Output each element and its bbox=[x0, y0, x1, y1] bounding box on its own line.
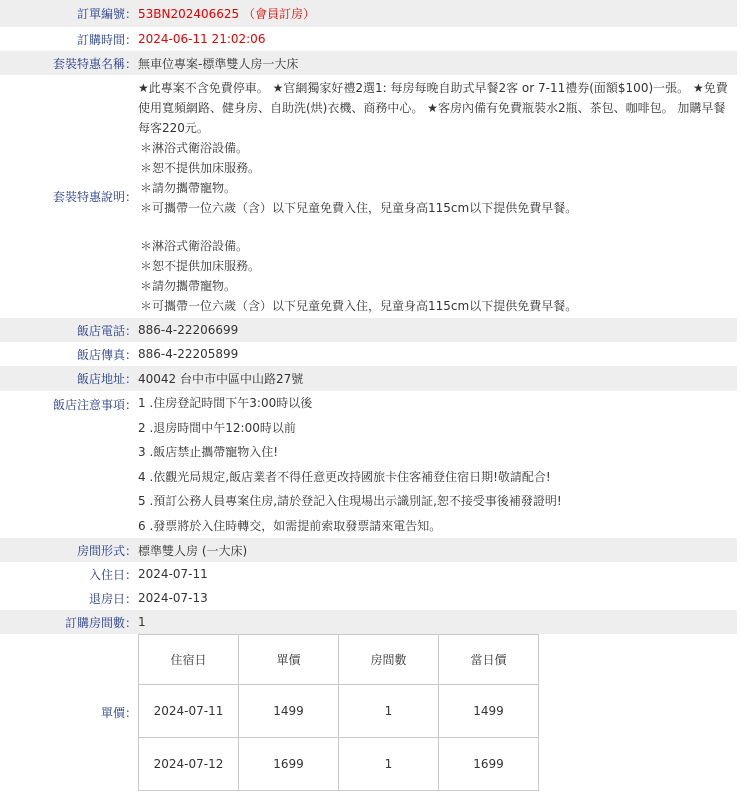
checkin-label: 入住日： bbox=[88, 567, 137, 582]
hotel-phone-row bbox=[0, 318, 737, 342]
plan-name-label: 套裝特惠名稱： bbox=[0, 51, 138, 75]
hotel-notice: 3 .飯店禁止攜帶寵物入住! bbox=[138, 445, 279, 459]
plan-note: ＊淋浴式衛浴設備。 bbox=[140, 141, 249, 155]
price-col-header-date: 住宿日 bbox=[139, 635, 239, 685]
plan-note: ＊恕不提供加床服務。 bbox=[140, 259, 261, 273]
plan-desc-label: 套裝特惠說明： bbox=[52, 190, 137, 204]
table-row bbox=[139, 738, 539, 791]
order-time-value: 2024-06-11 21:02:06 bbox=[138, 32, 266, 46]
hotel-notice: 4 .依觀光局規定,飯店業者不得任意更改持國旅卡住客補登住宿日期!敬請配合! bbox=[138, 469, 551, 484]
order-time-row bbox=[0, 27, 737, 51]
hotel-address-label: 飯店地址： bbox=[0, 366, 138, 391]
hotel-phone-label: 飯店電話： bbox=[0, 318, 138, 342]
hotel-notice: 2 .退房時間中午12:00時以前 bbox=[138, 420, 296, 435]
hotel-address-value: 40042 台中市中區中山路27號 bbox=[138, 366, 737, 391]
unit-price-cell: 1699 bbox=[239, 738, 339, 791]
price-table-header bbox=[139, 635, 539, 685]
room-type-value: 標準雙人房 (一大床) bbox=[138, 538, 737, 562]
table-row bbox=[139, 685, 539, 738]
hotel-notices-row bbox=[0, 391, 737, 538]
hotel-notices-label: 飯店注意事項： bbox=[52, 398, 137, 412]
price-col-header-daily-total: 當日價 bbox=[439, 635, 539, 685]
plan-note: ＊淋浴式衛浴設備。 bbox=[140, 239, 249, 253]
unit-price-cell: 1499 bbox=[239, 685, 339, 738]
checkin-row bbox=[0, 562, 737, 586]
plan-name-row bbox=[0, 51, 737, 75]
price-col-header-unit-price: 單價 bbox=[239, 635, 339, 685]
plan-name-value: 無車位專案-標準雙人房一大床 bbox=[138, 51, 737, 75]
note-spacer bbox=[138, 218, 737, 236]
plan-desc-intro: ★此專案不含免費停車。 ★官網獨家好禮2選1: 每房每晚自助式早餐2客 or 7-11禮券(面額$100)一張。 ★免費使用寬頻網路、健身房、自助洗(烘)衣機、商務中心。 ★客房內備有免費瓶裝水2瓶、茶包、咖啡包。 加購早餐每客220元。 bbox=[138, 81, 728, 135]
checkout-row bbox=[0, 586, 737, 610]
hotel-notice: 5 .預訂公務人員專案住房,請於登記入住現場出示識別証,恕不接受事後補發證明! bbox=[138, 494, 562, 508]
room-count-value: 1 bbox=[138, 610, 737, 634]
order-number-value bbox=[138, 0, 737, 27]
plan-note: ＊可攜帶一位六歲（含）以下兒童免費入住，兒童身高115cm以下提供免費早餐。 bbox=[140, 201, 578, 215]
order-number: 53BN202406625 bbox=[138, 7, 240, 21]
plan-note: ＊可攜帶一位六歲（含）以下兒童免費入住，兒童身高115cm以下提供免費早餐。 bbox=[140, 299, 578, 313]
price-label: 單價： bbox=[100, 706, 137, 720]
room-type-row bbox=[0, 538, 737, 562]
order-number-row bbox=[0, 0, 737, 27]
plan-desc-value bbox=[138, 75, 737, 318]
hotel-fax-value: 886-4-22205899 bbox=[138, 347, 239, 361]
room-count-cell: 1 bbox=[339, 685, 439, 738]
checkout-label: 退房日： bbox=[88, 591, 137, 606]
daily-price-table bbox=[138, 634, 539, 791]
daily-total-cell: 1699 bbox=[439, 738, 539, 791]
hotel-address-row bbox=[0, 366, 737, 391]
plan-note: ＊請勿攜帶寵物。 bbox=[140, 279, 237, 293]
checkout-value: 2024-07-13 bbox=[138, 591, 208, 605]
hotel-phone-value: 886-4-22206699 bbox=[138, 318, 737, 342]
plan-note: ＊請勿攜帶寵物。 bbox=[140, 181, 237, 195]
room-count-row bbox=[0, 610, 737, 634]
hotel-notices-value bbox=[138, 391, 737, 538]
checkin-value: 2024-07-11 bbox=[138, 567, 208, 581]
price-value bbox=[138, 634, 737, 791]
order-number-note: （會員訂房） bbox=[243, 7, 316, 21]
hotel-notice: 1 .住房登記時間下午3:00時以後 bbox=[138, 396, 313, 410]
hotel-notice: 6 .發票將於入住時轉交，如需提前索取發票請來電告知。 bbox=[138, 518, 442, 533]
room-count-cell: 1 bbox=[339, 738, 439, 791]
plan-desc-row bbox=[0, 75, 737, 318]
hotel-fax-label: 飯店傳真： bbox=[76, 347, 137, 362]
price-row bbox=[0, 634, 737, 791]
room-count-label: 訂購房間數： bbox=[0, 610, 138, 634]
order-number-label: 訂單編號： bbox=[0, 0, 138, 27]
daily-total-cell: 1499 bbox=[439, 685, 539, 738]
hotel-fax-row bbox=[0, 342, 737, 366]
price-col-header-rooms: 房間數 bbox=[339, 635, 439, 685]
stay-date-cell: 2024-07-11 bbox=[139, 685, 239, 738]
room-type-label: 房間形式： bbox=[0, 538, 138, 562]
order-time-label: 訂購時間： bbox=[76, 32, 137, 47]
stay-date-cell: 2024-07-12 bbox=[139, 738, 239, 791]
plan-note: ＊恕不提供加床服務。 bbox=[140, 161, 261, 175]
